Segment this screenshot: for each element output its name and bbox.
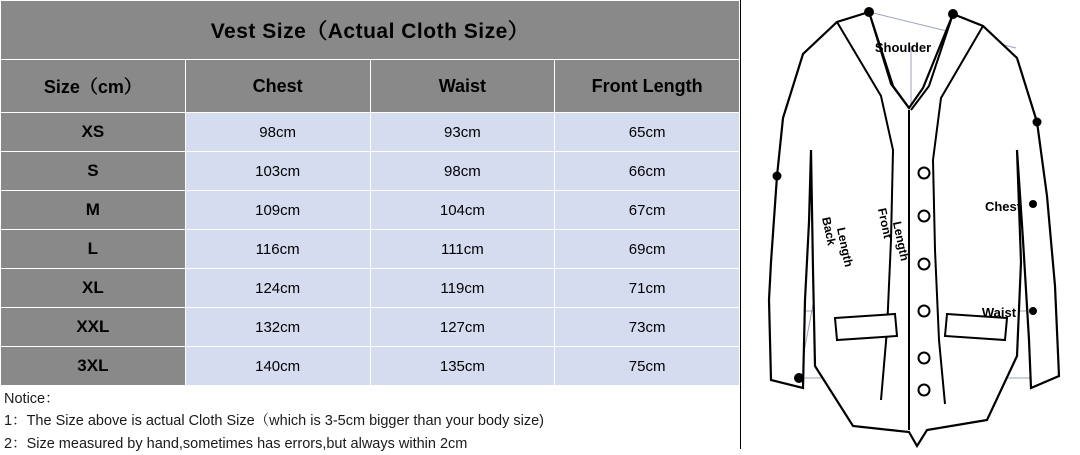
column-header-front-length: Front Length	[555, 60, 740, 113]
cell-chest: 116cm	[185, 230, 370, 269]
table-title-row	[1, 1, 740, 60]
cell-front-length: 66cm	[555, 152, 740, 191]
table-header-row	[1, 60, 740, 113]
table-row	[1, 308, 740, 347]
table-row	[1, 230, 740, 269]
table-row	[1, 152, 740, 191]
cell-size: M	[1, 191, 186, 230]
cell-waist: 93cm	[370, 113, 555, 152]
cell-front-length: 71cm	[555, 269, 740, 308]
label-back-length-line2: Length	[833, 226, 856, 269]
label-chest: Chest	[984, 199, 1022, 214]
vest-outline	[769, 12, 1059, 446]
cell-waist: 135cm	[370, 347, 555, 386]
cell-front-length: 65cm	[555, 113, 740, 152]
cell-chest: 124cm	[185, 269, 370, 308]
cell-waist: 119cm	[370, 269, 555, 308]
notice-heading: Notice：	[4, 391, 60, 407]
cell-waist: 98cm	[370, 152, 555, 191]
cell-waist: 104cm	[370, 191, 555, 230]
label-front-length-line1: Front	[874, 206, 895, 240]
notice-line-2: 2：Size measured by hand,sometimes has errors,but always within 2cm	[4, 435, 468, 452]
label-front-length-line2: Length	[889, 220, 912, 263]
cell-waist: 127cm	[370, 308, 555, 347]
vest-diagram-pane	[740, 0, 1080, 449]
cell-front-length: 73cm	[555, 308, 740, 347]
table-row	[1, 269, 740, 308]
label-shoulder: Shoulder	[874, 40, 932, 55]
cell-front-length: 69cm	[555, 230, 740, 269]
notice-block	[0, 386, 740, 455]
cell-chest: 140cm	[185, 347, 370, 386]
cell-waist: 111cm	[370, 230, 555, 269]
cell-front-length: 75cm	[555, 347, 740, 386]
cell-size: L	[1, 230, 186, 269]
column-header-chest: Chest	[185, 60, 370, 113]
cell-front-length: 67cm	[555, 191, 740, 230]
table-title: Vest Size（Actual Cloth Size）	[1, 1, 740, 60]
table-row	[1, 113, 740, 152]
table-row	[1, 347, 740, 386]
cell-size: XS	[1, 113, 186, 152]
cell-chest: 109cm	[185, 191, 370, 230]
label-back-length-line1: Back	[819, 215, 839, 247]
cell-chest: 98cm	[185, 113, 370, 152]
cell-size: XL	[1, 269, 186, 308]
vest-diagram-svg	[741, 0, 1080, 449]
table-row	[1, 191, 740, 230]
column-header-waist: Waist	[370, 60, 555, 113]
cell-chest: 132cm	[185, 308, 370, 347]
column-header-size: Size（cm）	[1, 60, 186, 113]
cell-size: S	[1, 152, 186, 191]
notice-line-1: 1：The Size above is actual Cloth Size（which is 3-5cm bigger than your body size)	[4, 413, 544, 430]
cell-chest: 103cm	[185, 152, 370, 191]
cell-size: XXL	[1, 308, 186, 347]
cell-size: 3XL	[1, 347, 186, 386]
label-waist: Waist	[981, 305, 1017, 320]
